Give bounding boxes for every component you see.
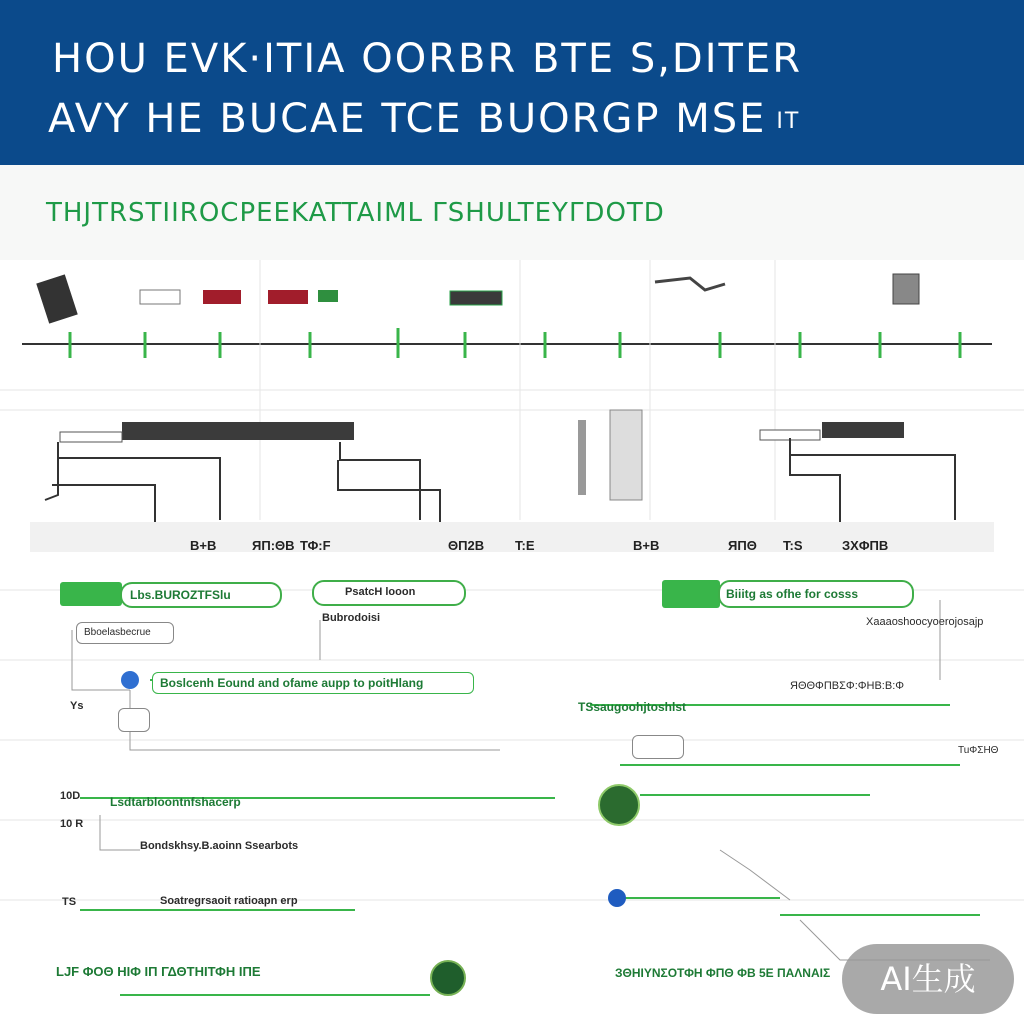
flow-node-label: TSsaugoohjtoshlst: [578, 700, 686, 714]
flow-node-label: Bboelasbecrue: [84, 627, 151, 638]
footer-label-right: ЗΘΗΙΥΝΣΟΤΦΗ ΦΠΘ ΦΒ 5Ε ΠΑΛΝΑΙΣ: [615, 966, 831, 980]
flow-node-label: Bubrodoisi: [322, 612, 381, 624]
side-label: TS: [62, 896, 77, 908]
device-icon: [36, 274, 78, 323]
header-title-line2-tail: IT: [776, 108, 801, 134]
device-module: [140, 290, 180, 304]
axis-label: ΘΠ2Β: [448, 538, 485, 553]
footer-label-left: LJF ΦΟΘ ΗΙΦ ΙΠ ΓΔΘΤΗΙΤΦΗ ΙΠΕ: [56, 964, 261, 979]
flow-node-label: Lsdtarbloontnfshacerp: [110, 795, 241, 809]
flow-node-label: ЯΘΘΦΠΒΣΦ:ΦΗΒ:Β:Φ: [790, 680, 905, 692]
landscape-icon: [598, 784, 640, 826]
flow-node: [632, 735, 684, 759]
switch-row: [60, 410, 904, 500]
header-title-line2: [48, 96, 800, 142]
rack-unit: [610, 410, 642, 500]
flow-node-label: Xaaaoshoocyoerojosajp: [866, 616, 984, 628]
axis-label: T:E: [515, 538, 535, 553]
flow-node-label: PsatcH looon: [345, 586, 416, 598]
flow-connectors: [80, 680, 980, 995]
network-switch: [122, 422, 354, 440]
flow-node-label: Soatregrsaoit ratioapn erp: [160, 895, 298, 907]
device-icon: [893, 274, 919, 304]
device-row: [36, 274, 919, 324]
flow-node-header: [662, 580, 720, 608]
side-label: 10 R: [60, 818, 84, 830]
tree-icon: [430, 960, 466, 996]
step-marker-icon: [608, 889, 626, 907]
device-module: [450, 291, 502, 305]
axis-label: ЯΠΘ: [728, 538, 757, 553]
header-title-line1: HOU EVK·ITIA OORBR BTE S,DITER: [52, 36, 803, 82]
flow-node: [118, 708, 150, 732]
header-banner: [0, 0, 1024, 165]
switch-port-block: [60, 432, 122, 442]
diagram-subtitle: THJTRSTIIROCPEEKATTAIML ΓSHULTEYΓDOTD: [46, 198, 665, 228]
step-marker-icon: [121, 671, 139, 689]
ai-generated-badge: AI生成: [842, 944, 1014, 1014]
rack-unit: [578, 420, 586, 495]
axis-label: T:S: [783, 538, 803, 553]
flow-node-label: TuΦΣΗΘ: [958, 745, 999, 756]
side-label: Ys: [70, 700, 84, 712]
wiring: [45, 438, 955, 530]
device-module: [203, 290, 241, 304]
flow-node-label: Biiitg as ofhe for cosss: [726, 587, 859, 601]
flow-node-header: [60, 582, 122, 606]
axis-label: ЯΠ:ΘΒ: [252, 538, 295, 553]
device-module: [318, 290, 338, 302]
cable-icon: [655, 278, 725, 290]
axis-label: ΤΦ:F: [300, 538, 331, 553]
axis-label: B+B: [190, 538, 217, 553]
side-label: 10D: [60, 790, 81, 802]
header-title-line2-text: AVY HE BUCAE TCE BUORGP MSE: [48, 96, 767, 142]
axis-label: ЗΧΦΠΒ: [842, 538, 889, 553]
network-switch: [822, 422, 904, 438]
axis-label: B+B: [633, 538, 660, 553]
flow-node-label: Boslcenh Eound and ofame aupp to poitHlang: [160, 676, 424, 690]
device-module: [268, 290, 308, 304]
flow-node-label: Lbs.BUROZTFSlu: [130, 588, 231, 602]
flow-node-label: Bondskhsy.B.aoinn Ssearbots: [140, 840, 299, 852]
